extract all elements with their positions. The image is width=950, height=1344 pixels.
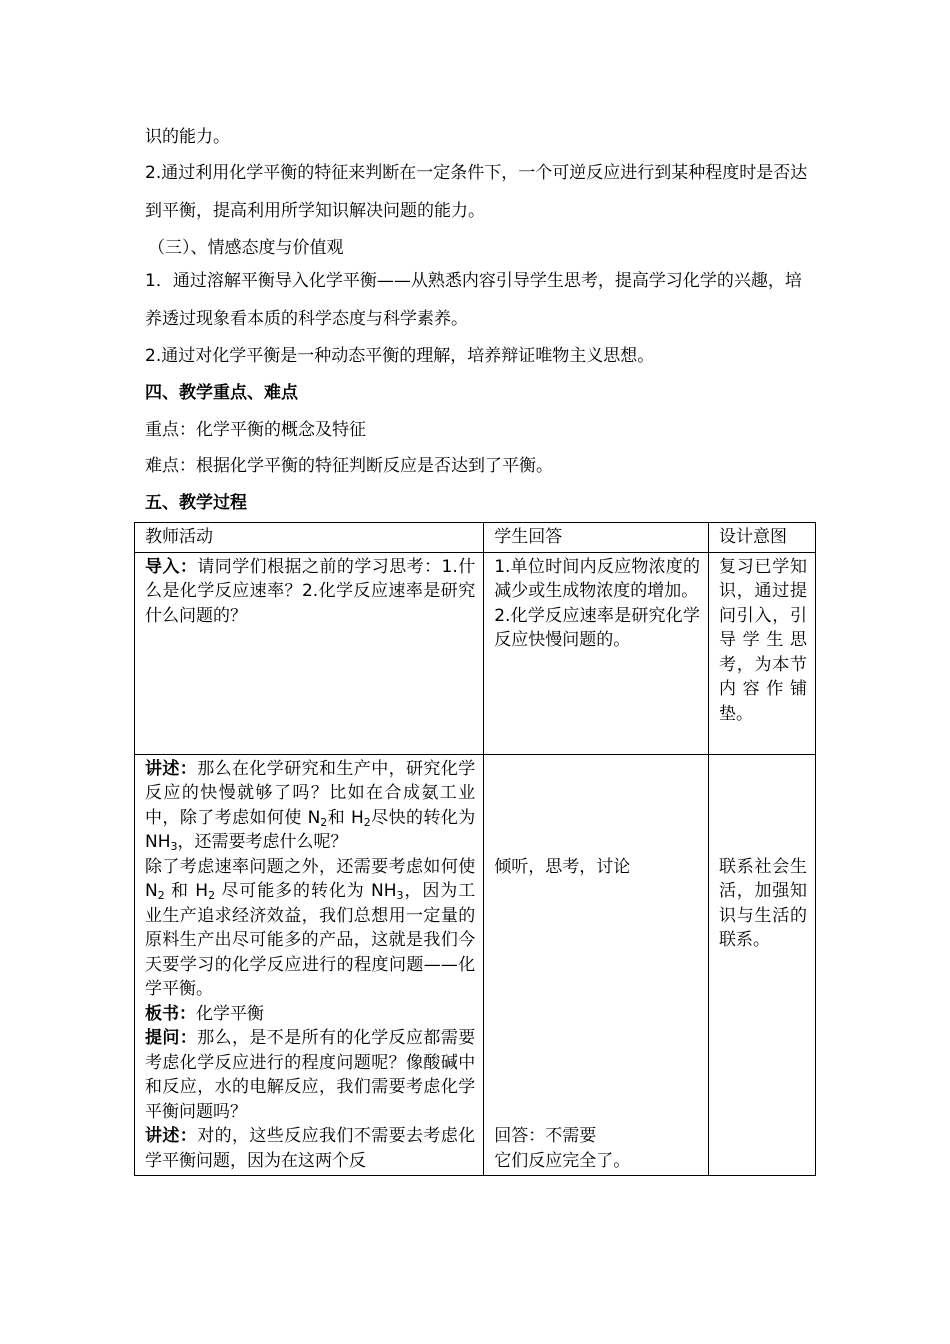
label-board: 板书： xyxy=(145,1003,196,1024)
teacher-cell-main xyxy=(135,754,484,1176)
section-heading-attitude: （三）、情感态度与价值观 xyxy=(148,238,344,258)
question xyxy=(145,1026,475,1124)
narration-2-text-c: 尽可能多的转化为 NH xyxy=(215,881,397,901)
intent-cell-main xyxy=(709,754,816,1176)
narration-2-text-d: ，因为工业生产追求经济效益，我们总想用一定量的原料生产出尽可能多的产品，这就是我们今天要学习的化学反应进行的程度问题——化学平衡。 xyxy=(145,881,476,999)
student-answer-1: 1.单位时间内反应物浓度的减少或生成物浓度的增加。 xyxy=(494,556,701,601)
paragraph-key-point: 重点：化学平衡的概念及特征 xyxy=(145,420,366,440)
student-response-answer: 回答：不需要 xyxy=(494,1126,597,1146)
paragraph-attitude-1: 1．通过溶解平衡导入化学平衡——从熟悉内容引导学生思考，提高学习化学的兴趣，培养透过现象看本质的科学态度与科学素养。 xyxy=(145,271,802,329)
board-writing xyxy=(145,1002,475,1027)
student-cell-main xyxy=(484,754,709,1176)
narration-1 xyxy=(145,757,475,855)
student-answer-2: 2.化学反应速率是研究化学反应快慢问题的。 xyxy=(494,605,701,650)
teacher-cell-intro xyxy=(135,552,484,754)
header-student-answer: 学生回答 xyxy=(484,523,709,553)
subscript: 2 xyxy=(157,889,165,902)
subscript: 2 xyxy=(208,889,216,902)
table-row xyxy=(135,552,816,754)
narration-1-text-a: 那么在化学研究和生产中，研究化学反应的快慢就够了吗？比如在合成氨工业中，除了考虑如何使 N xyxy=(145,758,476,828)
subscript: 2 xyxy=(320,815,328,829)
subscript: 2 xyxy=(363,815,371,829)
subscript: 3 xyxy=(396,889,404,902)
subscript: 3 xyxy=(170,840,178,853)
heading-teaching-process: 五、教学过程 xyxy=(145,493,247,513)
narration-2 xyxy=(145,855,475,1002)
student-response-listen: 倾听，思考，讨论 xyxy=(494,856,631,877)
paragraph-difficult-point: 难点：根据化学平衡的特征判断反应是否达到了平衡。 xyxy=(145,456,553,476)
header-teacher-activity: 教师活动 xyxy=(135,523,484,553)
intro-text: 请同学们根据之前的学习思考：1.什么是化学反应速率？2.化学反应速率是研究什么问题的？ xyxy=(145,556,476,626)
table-row xyxy=(135,754,816,1176)
label-intro: 导入： xyxy=(145,556,198,577)
header-design-intent: 设计意图 xyxy=(709,523,816,553)
intent-cell-intro: 复习已学知识，通过提问引入，引导学生思考，为本节内容作铺垫。 xyxy=(709,552,816,754)
narration-1-text-c: 尽快的转化为 NH xyxy=(145,807,476,852)
intent-text: 联系社会生活，加强知识与生活的联系。 xyxy=(719,856,807,950)
question-text: 那么，是不是所有的化学反应都需要考虑化学反应进行的程度问题呢？像酸碱中和反应，水的电解反应，我们需要考虑化学平衡问题吗？ xyxy=(145,1028,476,1122)
label-question: 提问： xyxy=(145,1028,198,1048)
paragraph-objective-2: 2.通过利用化学平衡的特征来判断在一定条件下，一个可逆反应进行到某种程度时是否达到平衡，提高利用所学知识解决问题的能力。 xyxy=(145,163,808,221)
narration-2-text-b: 和 H xyxy=(164,881,209,901)
narration-1-text-b: 和 H xyxy=(327,807,364,828)
table-header-row xyxy=(135,523,816,553)
student-cell-intro xyxy=(484,552,709,754)
narration-3-text: 对的，这些反应我们不需要去考虑化学平衡问题，因为在这两个反 xyxy=(145,1126,476,1171)
narration-1-text-d: ，还需要考虑什么呢？ xyxy=(177,832,348,852)
narration-3 xyxy=(145,1124,475,1173)
label-narration: 讲述： xyxy=(145,758,198,779)
label-narration-2: 讲述： xyxy=(145,1126,198,1146)
student-response-reason: 它们反应完全了。 xyxy=(494,1150,631,1171)
heading-key-points: 四、教学重点、难点 xyxy=(145,383,298,403)
teaching-process-table xyxy=(134,522,816,1176)
paragraph-ability-end: 识的能力。 xyxy=(145,127,230,147)
paragraph-attitude-2: 2.通过对化学平衡是一种动态平衡的理解，培养辩证唯物主义思想。 xyxy=(145,346,655,366)
board-text: 化学平衡 xyxy=(196,1003,264,1024)
narration-2-text-a: 除了考虑速率问题之外，还需要考虑如何使 N xyxy=(145,856,476,901)
